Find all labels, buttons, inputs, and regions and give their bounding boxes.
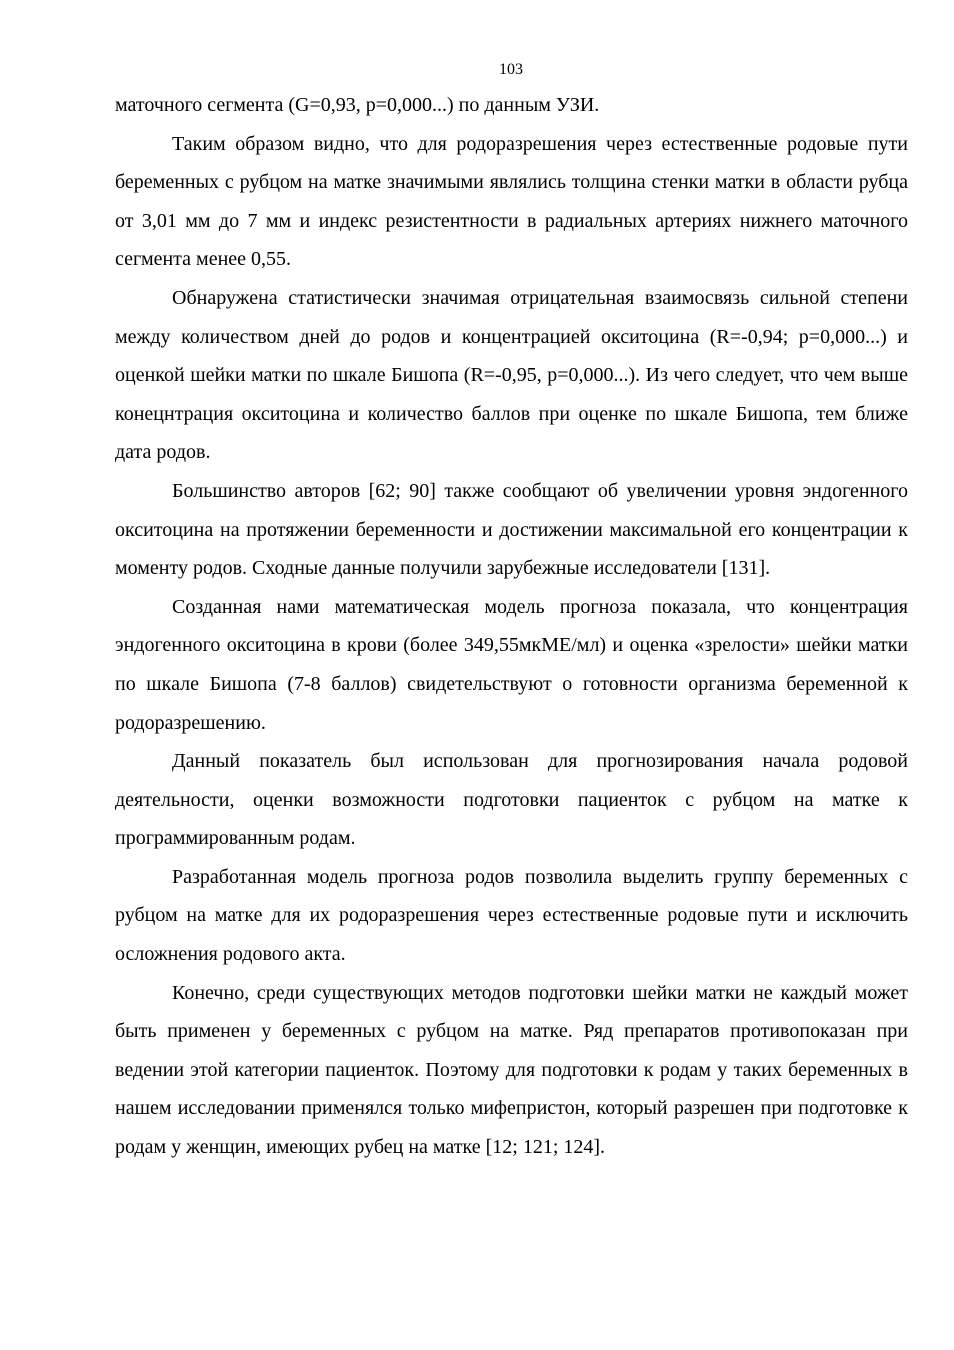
paragraph: Разработанная модель прогноза родов позволила выделить группу беременных с рубцом на матке для их родоразрешения через естественные родовые пути и исключить осложнения родового акта. <box>115 865 908 966</box>
paragraph: Данный показатель был использован для прогнозирования начала родовой деятельности, оценки возможности подготовки пациенток с рубцом на матке к программированным родам. <box>115 750 908 850</box>
paragraph-continuation: маточного сегмента (G=0,93, p=0,000...) по данным УЗИ. <box>115 94 600 116</box>
page-number: 103 <box>499 61 523 78</box>
paragraph: Обнаружена статистически значимая отрицательная взаимосвязь сильной степени между количеством дней до родов и концентрацией окситоцина (R=-0,94; p=0,000...) и оценкой шейки матки по шкале Бишопа (R=-0,95, p=0,000...). Из чего следует, что чем выше конецнтрация окситоцина и количество баллов при оценке по шкале Бишопа, тем ближе дата родов. <box>115 286 908 464</box>
paragraph: Конечно, среди существующих методов подготовки шейки матки не каждый может быть применен у беременных с рубцом на матке. Ряд препаратов противопоказан при ведении этой категории пациенток. Поэтому для подготовки к родам у таких беременных в нашем исследовании применялся только мифепристон, который разрешен при подготовке к родам у женщин, имеющих рубец на матке [12; 121; 124]. <box>115 981 908 1159</box>
paragraph: Таким образом видно, что для родоразрешения через естественные родовые пути беременных с рубцом на матке значимыми являлись толщина стенки матки в области рубца от 3,01 мм до 7 мм и индекс резистентности в радиальных артериях нижнего маточного сегмента менее 0,55. <box>115 132 908 271</box>
paragraph: Большинство авторов [62; 90] также сообщают об увеличении уровня эндогенного окситоцина на протяжении беременности и достижении максимальной его концентрации к моменту родов. Сходные данные получили зарубежные исследователи [131]. <box>115 479 908 580</box>
paragraph: Созданная нами математическая модель прогноза показала, что концентрация эндогенного окситоцина в крови (более 349,55мкМЕ/мл) и оценка «зрелости» шейки матки по шкале Бишопа (7-8 баллов) свидетельствуют о готовности организма беременной к родоразрешению. <box>115 595 908 734</box>
document-body <box>115 86 908 1167</box>
